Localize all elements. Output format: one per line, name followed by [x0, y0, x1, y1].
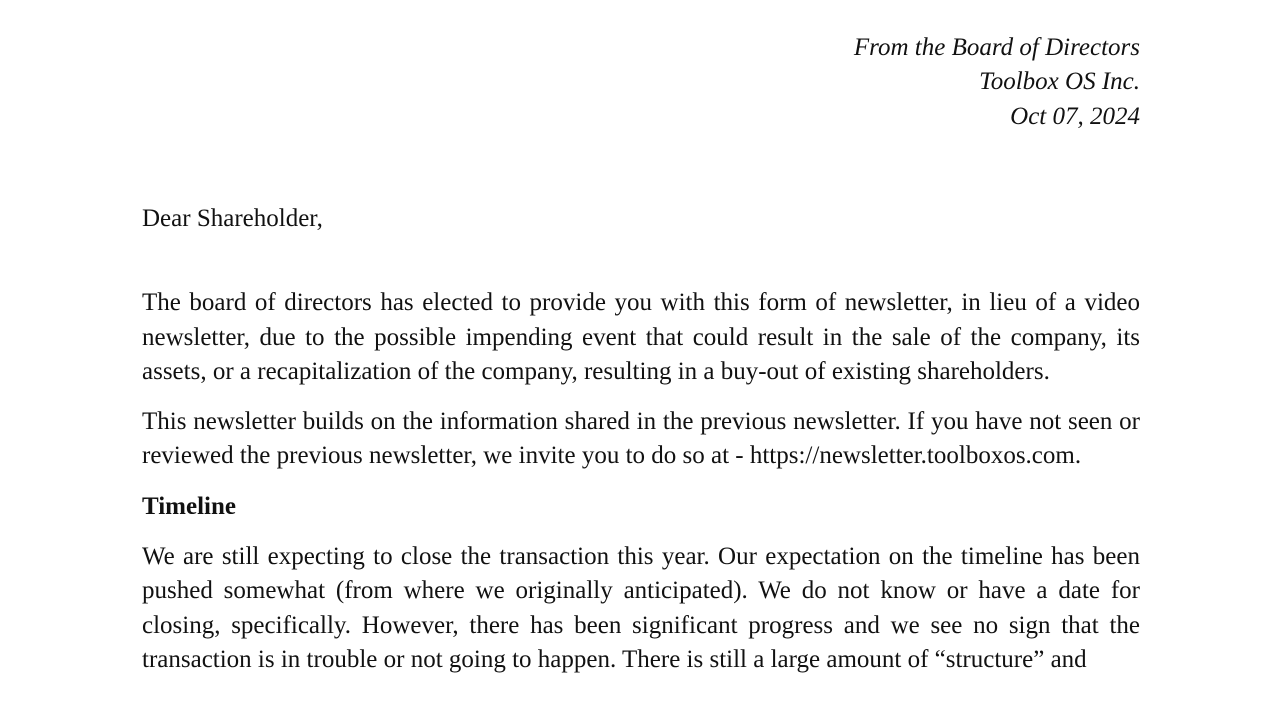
- section-heading-timeline: Timeline: [142, 492, 236, 520]
- paragraph-intro: The board of directors has elected to provide you with this form of newsletter, in lieu of a video newsletter, due to the possible impending event that could result in the sale of the company, its assets, or a recapitalization of the company, resulting in a buy-out of existing shareholders.: [142, 289, 1140, 385]
- salutation: Dear Shareholder,: [142, 205, 323, 232]
- header-company: Toolbox OS Inc.: [979, 68, 1140, 96]
- letter-header: [854, 31, 1140, 134]
- header-date: Oct 07, 2024: [1010, 102, 1140, 130]
- paragraph-previous-newsletter: This newsletter builds on the information shared in the previous newsletter. If you have not seen or reviewed the previous newsletter, we invite you to do so at - https://newsletter.toolboxos.com.: [142, 408, 1140, 470]
- letter-body: [142, 202, 1140, 677]
- paragraph-timeline: We are still expecting to close the transaction this year. Our expectation on the timeline has been pushed somewhat (from where we originally anticipated). We do not know or have a date for closing, specifically. However, there has been significant progress and we see no sign that the transaction is in trouble or not going to happen. There is still a large amount of “structure” and: [142, 543, 1140, 673]
- header-from: From the Board of Directors: [853, 34, 1140, 61]
